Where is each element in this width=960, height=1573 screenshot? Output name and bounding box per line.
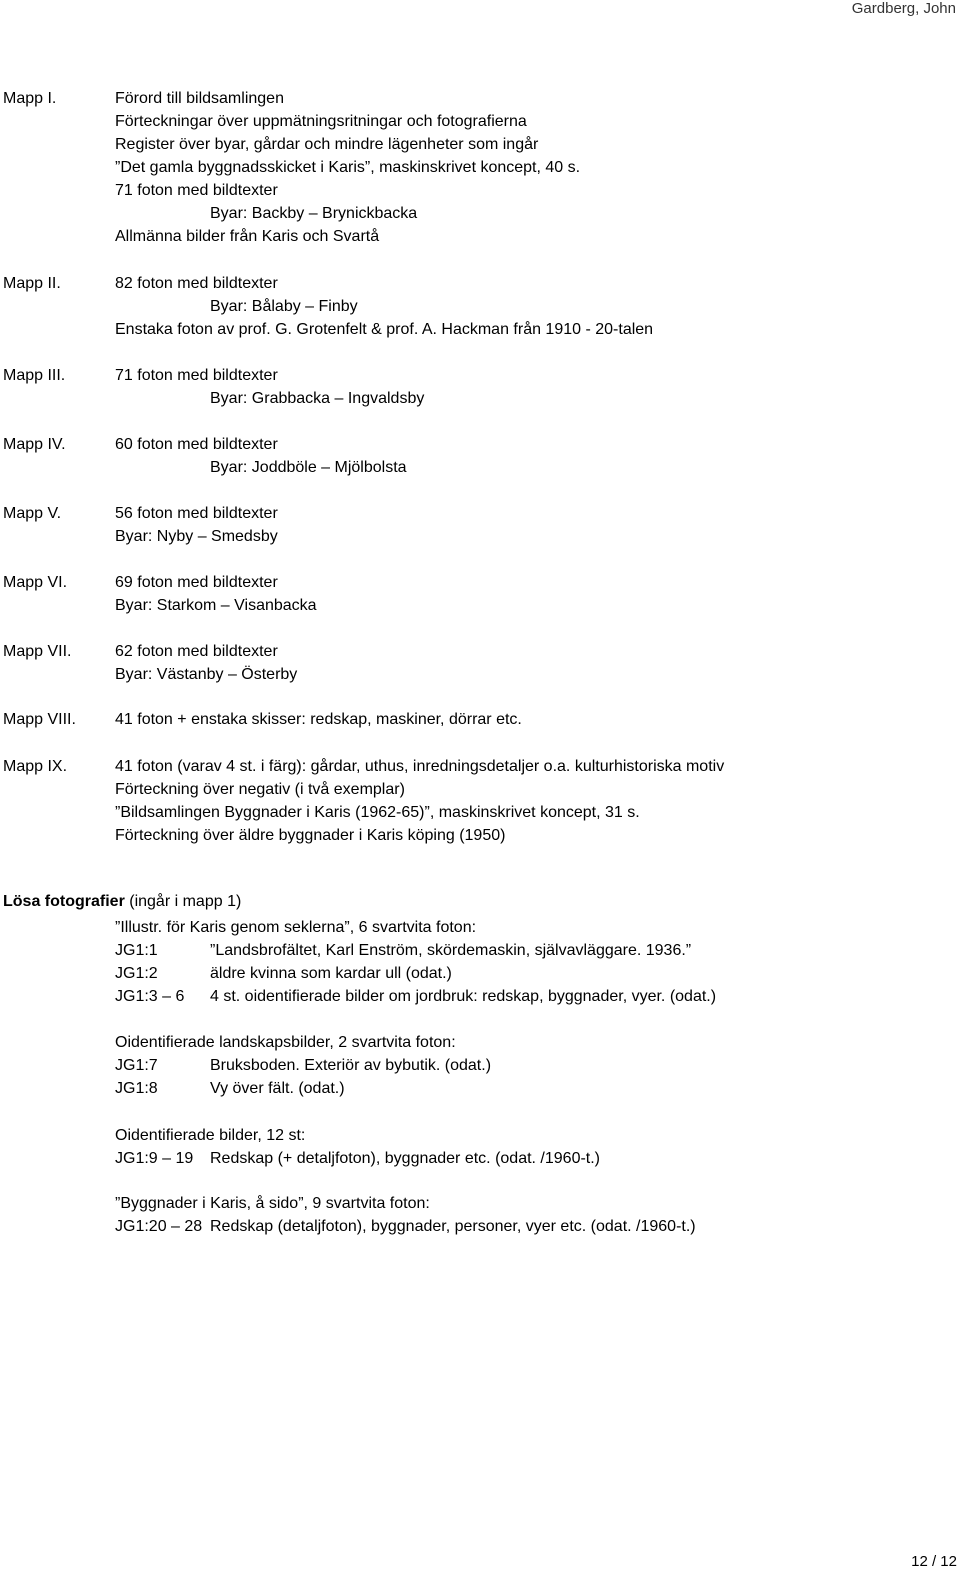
mapp-line: Byar: Bålaby – Finby — [210, 298, 358, 315]
mapp-label: Mapp VIII. — [3, 711, 76, 728]
section-heading-bold: Lösa fotografier — [3, 893, 125, 910]
section-heading-rest: (ingår i mapp 1) — [124, 893, 242, 910]
mapp-line: Förteckningar över uppmätningsritningar och fotografierna — [115, 113, 527, 130]
page-header-author: Gardberg, John — [851, 0, 956, 17]
photo-desc: 4 st. oidentifierade bilder om jordbruk: redskap, byggnader, vyer. (odat.) — [210, 988, 717, 1005]
mapp-line: Allmänna bilder från Karis och Svartå — [115, 228, 380, 245]
mapp-line: Förord till bildsamlingen — [115, 90, 284, 107]
mapp-line: 62 foton med bildtexter — [115, 643, 278, 660]
mapp-line: Byar: Starkom – Visanbacka — [115, 597, 317, 614]
mapp-line: 60 foton med bildtexter — [115, 436, 278, 453]
photo-code: JG1:1 — [115, 942, 158, 959]
group-title: Oidentifierade bilder, 12 st: — [115, 1127, 306, 1144]
mapp-label: Mapp V. — [3, 505, 62, 522]
mapp-line: Förteckning över äldre byggnader i Karis köping (1950) — [115, 827, 506, 844]
photo-code: JG1:7 — [115, 1057, 158, 1074]
page-number: 12 / 12 — [911, 1553, 957, 1570]
mapp-label: Mapp IX. — [3, 758, 68, 775]
mapp-line: Enstaka foton av prof. G. Grotenfelt & prof. A. Hackman från 1910 - 20-talen — [115, 321, 654, 338]
mapp-label: Mapp IV. — [3, 436, 66, 453]
mapp-label: Mapp VI. — [3, 574, 68, 591]
mapp-line: 69 foton med bildtexter — [115, 574, 278, 591]
photo-desc: äldre kvinna som kardar ull (odat.) — [210, 965, 452, 982]
photo-desc: ”Landsbrofältet, Karl Enström, skördemaskin, självavläggare. 1936.” — [210, 942, 692, 959]
mapp-line: Byar: Backby – Brynickbacka — [210, 205, 418, 222]
mapp-line: Byar: Västanby – Österby — [115, 666, 298, 683]
mapp-line: 82 foton med bildtexter — [115, 275, 278, 292]
photo-code: JG1:9 – 19 — [115, 1150, 194, 1167]
mapp-line: ”Det gamla byggnadsskicket i Karis”, maskinskrivet koncept, 40 s. — [115, 159, 581, 176]
mapp-label: Mapp II. — [3, 275, 61, 292]
mapp-line: Förteckning över negativ (i två exemplar) — [115, 781, 405, 798]
mapp-label: Mapp VII. — [3, 643, 72, 660]
group-title: ”Illustr. för Karis genom seklerna”, 6 svartvita foton: — [115, 919, 477, 936]
mapp-line: ”Bildsamlingen Byggnader i Karis (1962-65)”, maskinskrivet koncept, 31 s. — [115, 804, 640, 821]
section-heading — [3, 890, 241, 913]
photo-code: JG1:2 — [115, 965, 158, 982]
mapp-label: Mapp III. — [3, 367, 66, 384]
mapp-line: 41 foton (varav 4 st. i färg): gårdar, uthus, inredningsdetaljer o.a. kulturhistoriska motiv — [115, 758, 725, 775]
photo-desc: Vy över fält. (odat.) — [210, 1080, 345, 1097]
photo-desc: Redskap (detaljfoton), byggnader, personer, vyer etc. (odat. /1960-t.) — [210, 1218, 696, 1235]
photo-desc: Bruksboden. Exteriör av bybutik. (odat.) — [210, 1057, 492, 1074]
mapp-line: Byar: Grabbacka – Ingvaldsby — [210, 390, 425, 407]
mapp-line: 71 foton med bildtexter — [115, 182, 278, 199]
group-title: ”Byggnader i Karis, å sido”, 9 svartvita foton: — [115, 1195, 430, 1212]
mapp-label: Mapp I. — [3, 90, 57, 107]
mapp-line: Byar: Nyby – Smedsby — [115, 528, 278, 545]
mapp-line: 56 foton med bildtexter — [115, 505, 278, 522]
photo-code: JG1:3 – 6 — [115, 988, 185, 1005]
mapp-line: 71 foton med bildtexter — [115, 367, 278, 384]
mapp-line: 41 foton + enstaka skisser: redskap, maskiner, dörrar etc. — [115, 711, 522, 728]
mapp-line: Register över byar, gårdar och mindre lägenheter som ingår — [115, 136, 539, 153]
mapp-line: Byar: Joddböle – Mjölbolsta — [210, 459, 407, 476]
group-title: Oidentifierade landskapsbilder, 2 svartvita foton: — [115, 1034, 456, 1051]
photo-code: JG1:20 – 28 — [115, 1218, 203, 1235]
photo-desc: Redskap (+ detaljfoton), byggnader etc. (odat. /1960-t.) — [210, 1150, 601, 1167]
photo-code: JG1:8 — [115, 1080, 158, 1097]
